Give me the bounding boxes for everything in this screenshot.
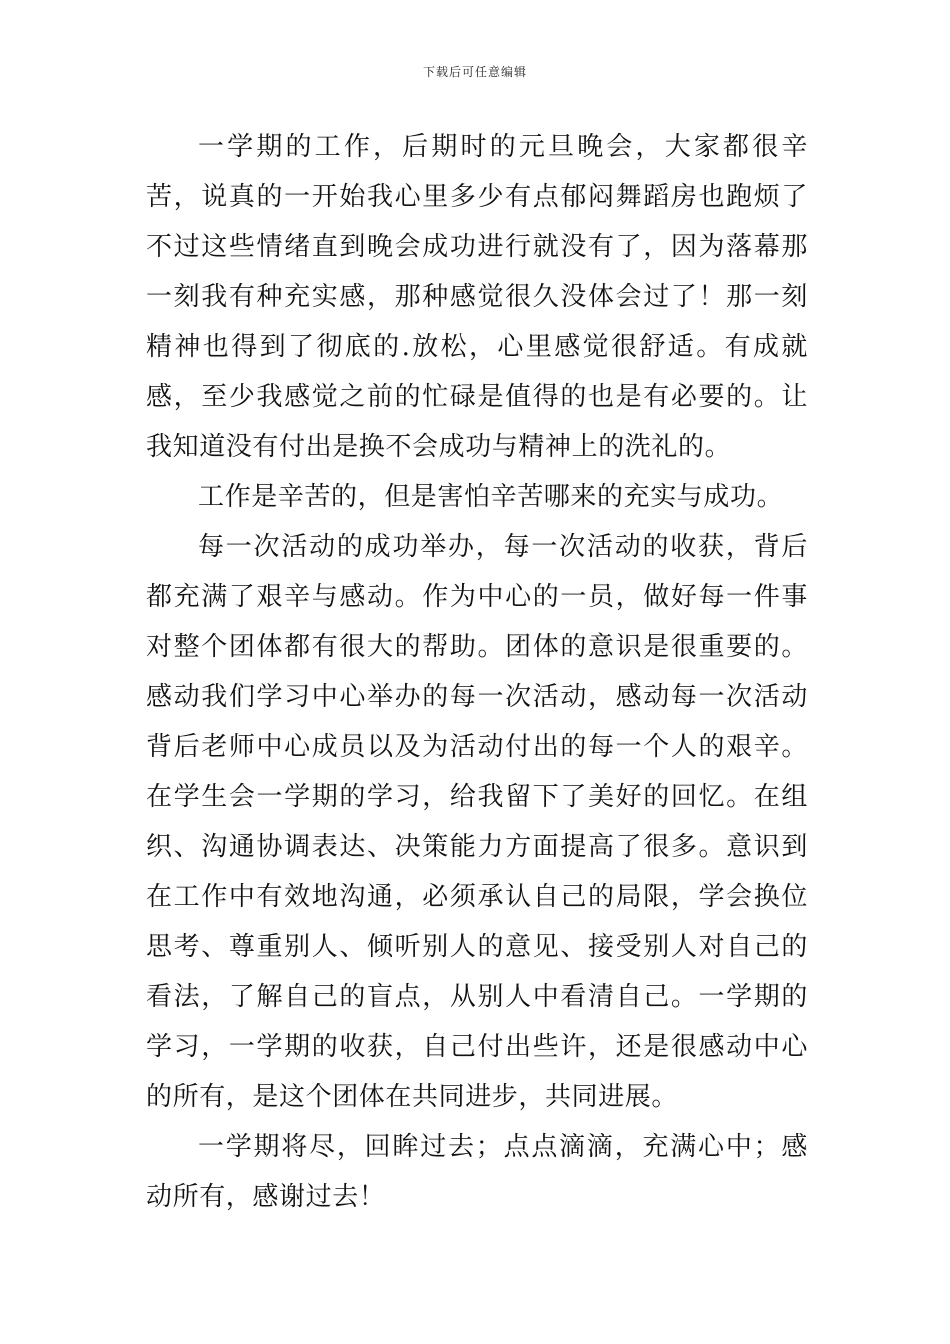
- document-body: [146, 122, 808, 1222]
- paragraph-2: 工作是辛苦的，但是害怕辛苦哪来的充实与成功。: [198, 482, 784, 512]
- paragraph-3: 每一次活动的成功举办，每一次活动的收获，背后都充满了艰辛与感动。作为中心的一员，做好每一件事对整个团体都有很大的帮助。团体的意识是很重要的。感动我们学习中心举办的每一次活动，感动每一次活动背后老师中心成员以及为活动付出的每一个人的艰辛。在学生会一学期的学习，给我留下了美好的回忆。在组织、沟通协调表达、决策能力方面提高了很多。意识到在工作中有效地沟通，必须承认自己的局限，学会换位思考、尊重别人、倾听别人的意见、接受别人对自己的看法，了解自己的盲点，从别人中看清自己。一学期的学习，一学期的收获，自己付出些许，还是很感动中心的所有，是这个团体在共同进步，共同进展。: [146, 532, 808, 1112]
- paragraph-1: 一学期的工作，后期时的元旦晚会，大家都很辛苦，说真的一开始我心里多少有点郁闷舞蹈房也跑烦了不过这些情绪直到晚会成功进行就没有了，因为落幕那一刻我有种充实感，那种感觉很久没体会过了！那一刻精神也得到了彻底的.放松，心里感觉很舒适。有成就感，至少我感觉之前的忙碌是值得的也是有必要的。让我知道没有付出是换不会成功与精神上的洗礼的。: [146, 132, 808, 462]
- paragraph-4: 一学期将尽，回眸过去；点点滴滴，充满心中；感动所有，感谢过去！: [146, 1132, 808, 1212]
- page-header: 下载后可任意编辑: [422, 65, 527, 79]
